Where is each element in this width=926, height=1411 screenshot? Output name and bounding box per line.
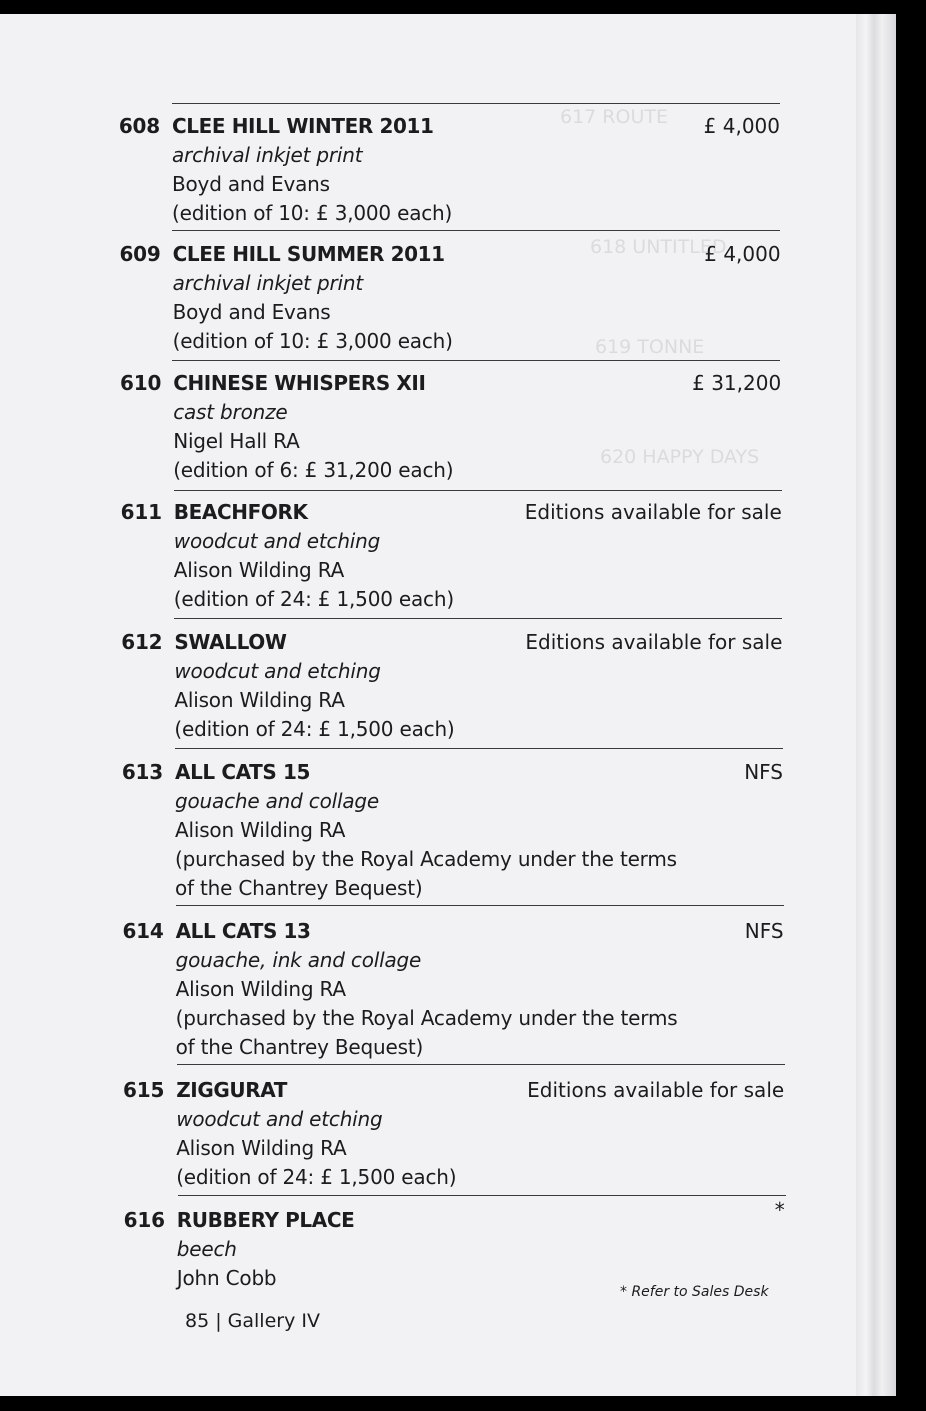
entry-details xyxy=(175,758,735,903)
show-through-text: 617 ROUTE xyxy=(560,106,668,128)
sales-desk-footnote: * Refer to Sales Desk xyxy=(620,1284,769,1300)
entry-number: 608 xyxy=(118,114,160,138)
entry-divider xyxy=(174,618,782,619)
edition-note: (edition of 24: £ 1,500 each) xyxy=(174,717,455,741)
artwork-price: * xyxy=(774,1198,785,1222)
artwork-medium: cast bronze xyxy=(173,400,288,424)
entry-divider xyxy=(175,748,783,749)
artist-name: Alison Wilding RA xyxy=(176,1136,347,1160)
entry-divider xyxy=(178,1195,786,1196)
artwork-medium: archival inkjet print xyxy=(172,143,363,167)
artist-name: Alison Wilding RA xyxy=(175,818,346,842)
entry-details xyxy=(176,917,736,1062)
edition-note: (edition of 10: £ 3,000 each) xyxy=(172,201,453,225)
artwork-price: Editions available for sale xyxy=(525,630,783,654)
entry-number: 609 xyxy=(119,242,161,266)
artwork-medium: archival inkjet print xyxy=(172,271,363,295)
artwork-medium: woodcut and etching xyxy=(173,529,381,553)
artwork-price: NFS xyxy=(744,919,784,943)
artwork-title: SWALLOW xyxy=(174,630,287,654)
entry-number: 611 xyxy=(120,500,162,524)
show-through-text: 620 HAPPY DAYS xyxy=(600,446,760,468)
entry-divider xyxy=(176,905,784,906)
entry-divider xyxy=(174,490,782,491)
artwork-title: BEACHFORK xyxy=(173,500,308,524)
artwork-title: CHINESE WHISPERS XII xyxy=(173,371,426,395)
page-edges xyxy=(856,14,896,1396)
artist-name: Alison Wilding RA xyxy=(175,977,346,1001)
edition-note: (edition of 24: £ 1,500 each) xyxy=(176,1165,457,1189)
artwork-medium: gouache and collage xyxy=(175,789,379,813)
artwork-medium: woodcut and etching xyxy=(174,659,381,683)
entry-details xyxy=(173,240,733,356)
artwork-price: NFS xyxy=(744,760,783,784)
entry-number: 615 xyxy=(123,1078,165,1102)
artwork-title: ALL CATS 15 xyxy=(175,760,310,784)
artist-name: Alison Wilding RA xyxy=(173,558,345,582)
page-footer: 85 | Gallery IV xyxy=(185,1310,320,1332)
artwork-title: CLEE HILL SUMMER 2011 xyxy=(172,242,445,266)
entry-divider xyxy=(172,360,780,361)
entry-divider xyxy=(172,103,780,104)
show-through-text: 618 UNTITLED xyxy=(590,236,727,258)
edition-note: of the Chantrey Bequest) xyxy=(175,1035,424,1059)
catalogue-page xyxy=(0,14,862,1396)
artist-name: Alison Wilding RA xyxy=(174,688,345,712)
artwork-title: RUBBERY PLACE xyxy=(176,1208,355,1232)
entry-number: 613 xyxy=(121,760,163,784)
artist-name: Boyd and Evans xyxy=(172,172,330,196)
edition-note: (edition of 24: £ 1,500 each) xyxy=(173,587,454,611)
entry-details xyxy=(173,369,733,485)
edition-note: (purchased by the Royal Academy under the terms xyxy=(175,847,677,871)
entry-details xyxy=(177,1206,737,1293)
artwork-price: £ 4,000 xyxy=(704,242,781,266)
artwork-price: Editions available for sale xyxy=(524,500,782,524)
entry-number: 614 xyxy=(122,919,164,943)
artwork-medium: woodcut and etching xyxy=(176,1107,383,1131)
artwork-medium: beech xyxy=(176,1237,237,1261)
edition-note: (edition of 10: £ 3,000 each) xyxy=(172,329,453,353)
artwork-title: ZIGGURAT xyxy=(176,1078,287,1102)
entry-details xyxy=(172,112,732,228)
artist-name: Nigel Hall RA xyxy=(173,429,300,453)
edition-note: (edition of 6: £ 31,200 each) xyxy=(173,458,454,482)
artwork-price: £ 31,200 xyxy=(692,371,782,395)
artwork-price: Editions available for sale xyxy=(527,1078,785,1102)
entry-number: 612 xyxy=(121,630,163,654)
artwork-title: CLEE HILL WINTER 2011 xyxy=(172,114,434,138)
entry-number: 610 xyxy=(120,371,162,395)
entry-divider xyxy=(172,230,780,231)
edition-note: of the Chantrey Bequest) xyxy=(175,876,423,900)
show-through-text: 619 TONNE xyxy=(595,336,705,358)
artist-name: Boyd and Evans xyxy=(172,300,331,324)
edition-note: (purchased by the Royal Academy under the terms xyxy=(175,1006,678,1030)
artwork-title: ALL CATS 13 xyxy=(175,919,311,943)
artist-name: John Cobb xyxy=(176,1266,277,1290)
artwork-medium: gouache, ink and collage xyxy=(175,948,422,972)
artwork-price: £ 4,000 xyxy=(703,114,780,138)
entry-number: 616 xyxy=(123,1208,165,1232)
entry-divider xyxy=(177,1064,785,1065)
